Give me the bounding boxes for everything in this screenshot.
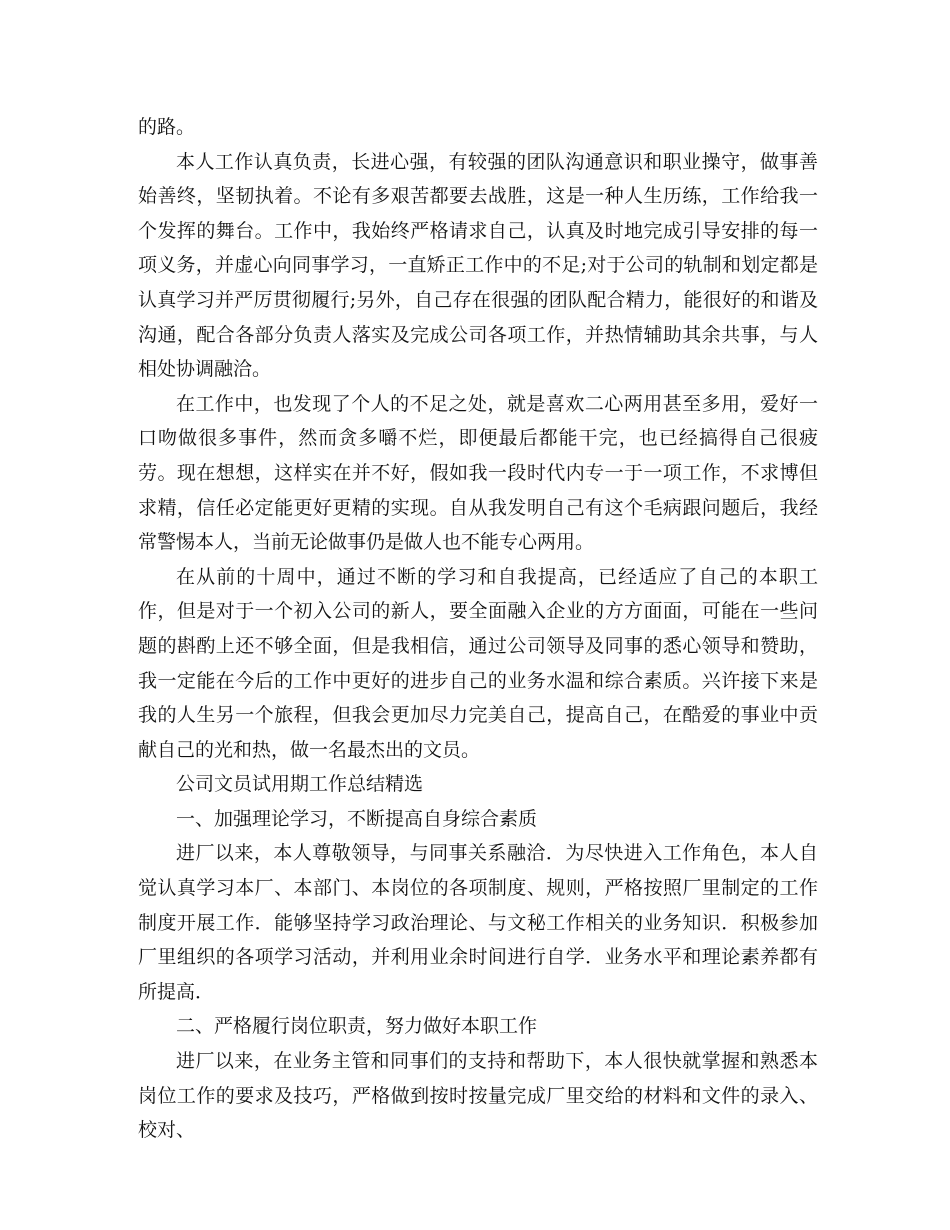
paragraph-5: 进厂以来，本人尊敬领导，与同事关系融洽．为尽快进入工作角色，本人自觉认真学习本厂、本部门、本岗位的各项制度、规则，严格按照厂里制定的工作制度开展工作．能够坚持学习政治理论、与文秘工作相关的业务知识．积极参加厂里组织的各项学习活动，并利用业余时间进行自学．业务水平和理论素养都有所提高． [138,842,818,1003]
document-body [138,110,818,1148]
paragraph-1: 的路。 [138,116,196,138]
paragraph-3: 在工作中，也发现了个人的不足之处，就是喜欢二心两用甚至多用，爱好一口吻做很多事件，然而贪多嚼不烂，即便最后都能干完，也已经搞得自己很疲劳。现在想想，这样实在并不好，假如我一段时代内专一于一项工作，不求博但求精，信任必定能更好更精的实现。自从我发明自己有这个毛病跟问题后，我经常警惕本人，当前无论做事仍是做人也不能专心两用。 [138,392,818,554]
heading-2: 二、严格履行岗位职责，努力做好本职工作 [176,1015,538,1038]
paragraph-2: 本人工作认真负责，长进心强，有较强的团队沟通意识和职业操守，做事善始善终，坚韧执着。不论有多艰苦都要去战胜，这是一种人生历练，工作给我一个发挥的舞台。工作中，我始终严格请求自己，认真及时地完成引导安排的每一项义务，并虚心向同事学习，一直矫正工作中的不足;对于公司的轨制和划定都是认真学习并严厉贯彻履行;另外，自己存在很强的团队配合精力，能很好的和谐及沟通，配合各部分负责人落实及完成公司各项工作，并热情辅助其余共事，与人相处协调融洽。 [138,150,818,381]
section-title: 公司文员试用期工作总结精选 [176,773,424,796]
paragraph-4: 在从前的十周中，通过不断的学习和自我提高，已经适应了自己的本职工作，但是对于一个初入公司的新人，要全面融入企业的方方面面，可能在一些问题的斟酌上还不够全面，但是我相信，通过公司领导及同事的悉心领导和赞助，我一定能在今后的工作中更好的进步自己的业务水温和综合素质。兴许接下来是我的人生另一个旅程，但我会更加尽力完美自己，提高自己，在酷爱的事业中贡献自己的光和热，做一名最杰出的文员。 [138,565,818,761]
paragraph-6: 进厂以来，在业务主管和同事们的支持和帮助下，本人很快就掌握和熟悉本岗位工作的要求及技巧，严格做到按时按量完成厂里交给的材料和文件的录入、校对、 [138,1050,818,1142]
heading-1: 一、加强理论学习，不断提高自身综合素质 [176,807,538,830]
